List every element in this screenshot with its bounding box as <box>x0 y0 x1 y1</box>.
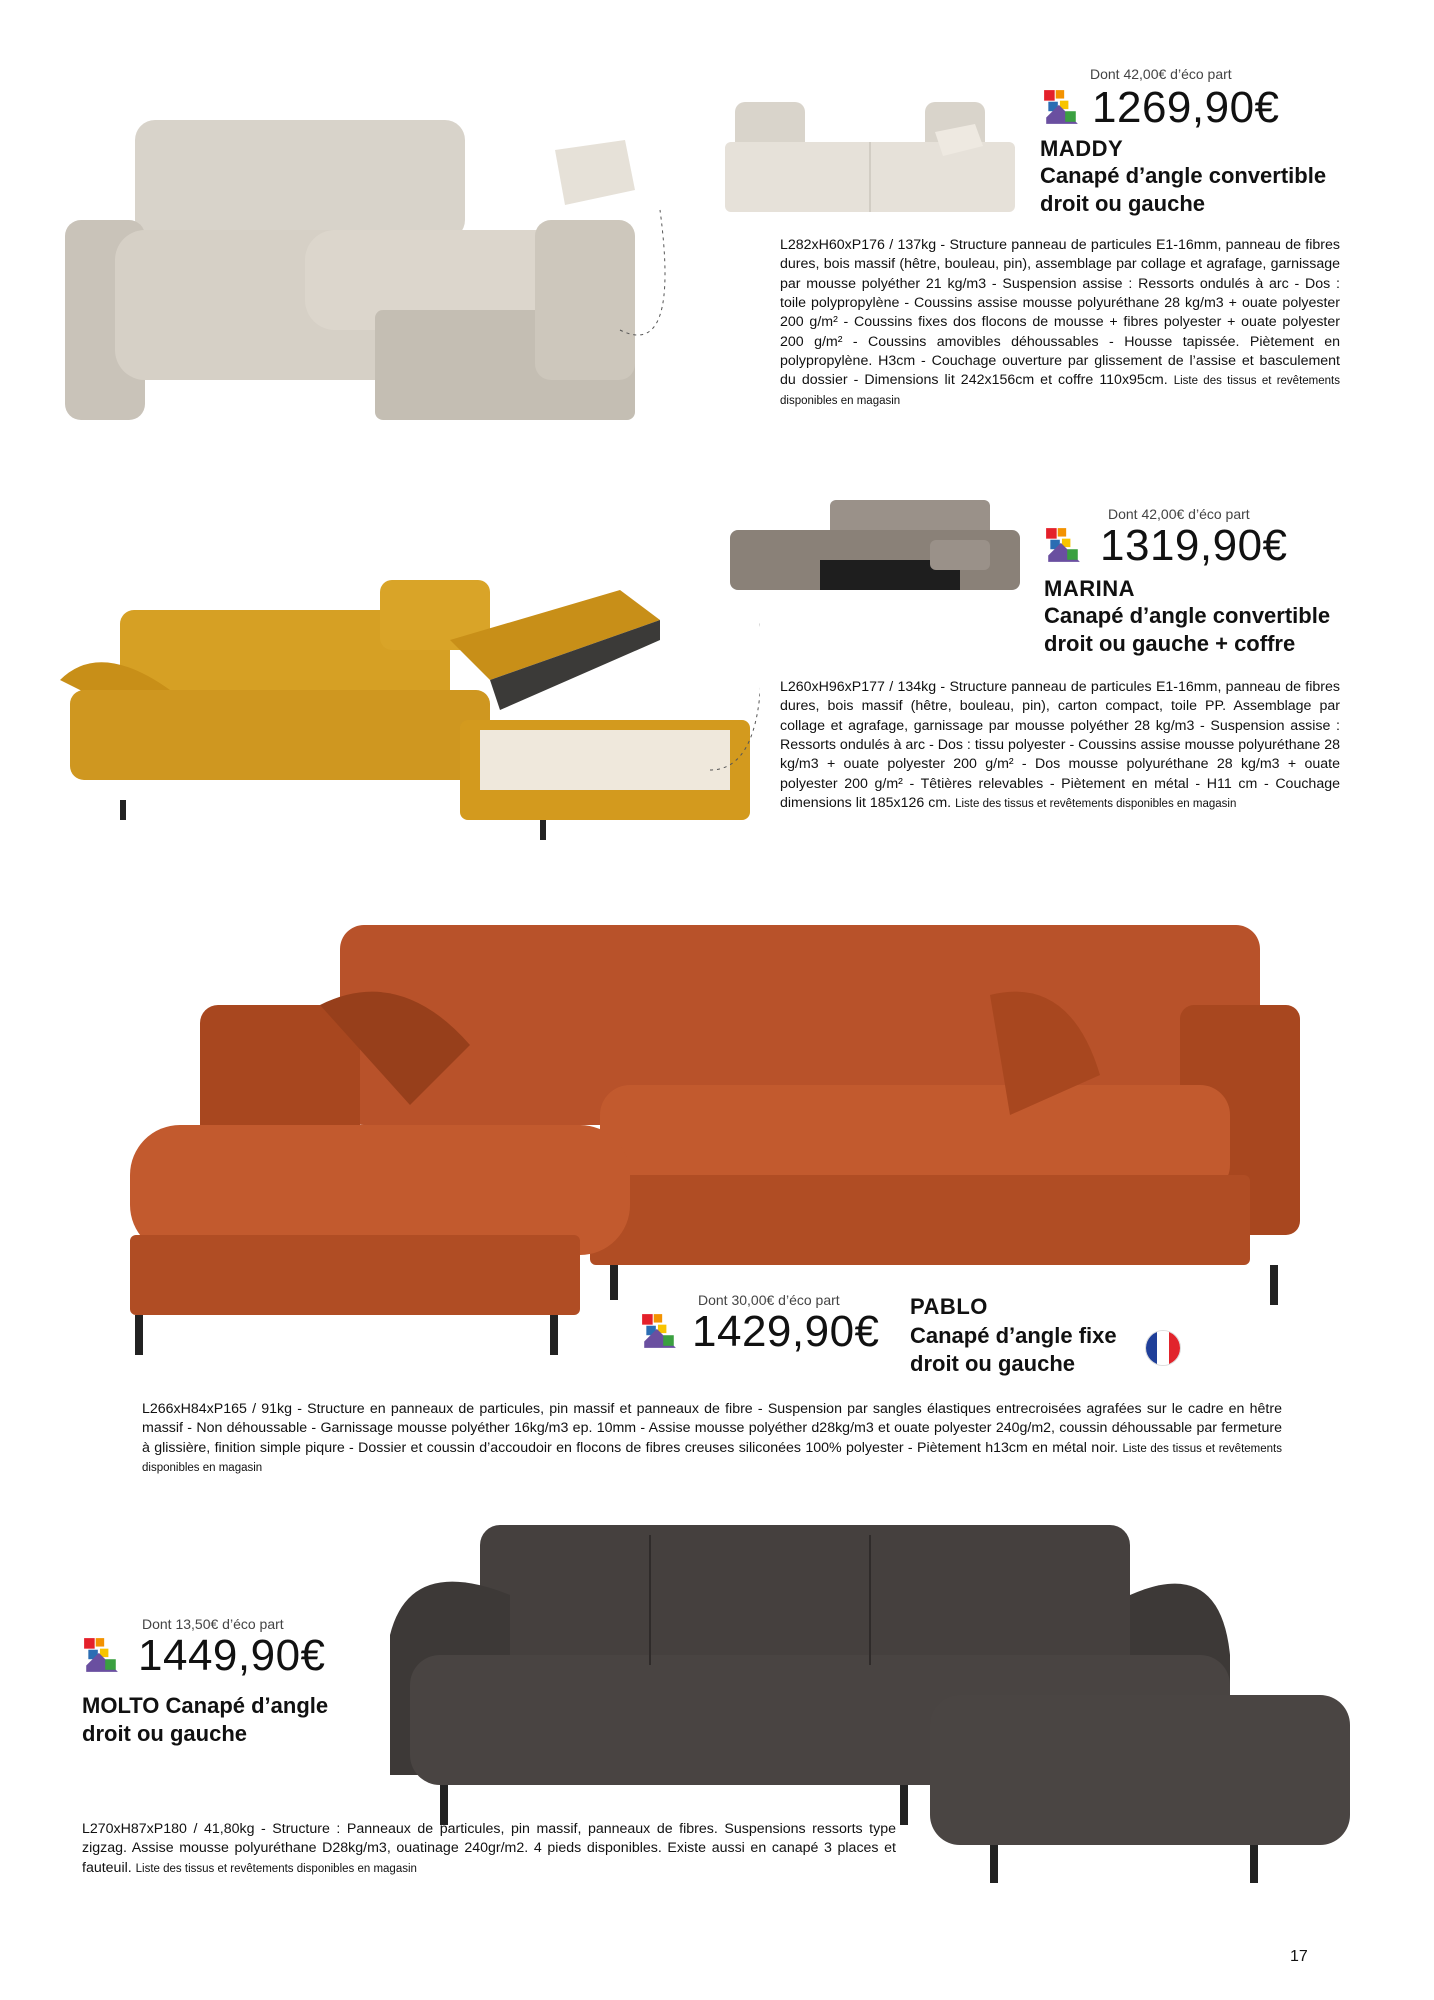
eco-part: Dont 42,00€ d’éco part <box>1090 66 1232 82</box>
product-name: MOLTO <box>82 1693 160 1718</box>
price: 1319,90€ <box>1100 521 1288 570</box>
product-name: PABLO <box>910 1294 988 1319</box>
price: 1429,90€ <box>692 1307 880 1356</box>
product-subtitle <box>82 1692 328 1747</box>
subtitle-line: droit ou gauche <box>1040 190 1205 216</box>
eco-part: Dont 30,00€ d’éco part <box>698 1292 840 1308</box>
fabric-note: Liste des tissus et revêtements disponibles en magasin <box>135 1862 417 1875</box>
fabric-note: Liste des tissus et revêtements disponibles en magasin <box>780 375 1340 407</box>
price: 1449,90€ <box>138 1631 326 1680</box>
subtitle-line: Canapé d’angle convertible <box>1040 163 1327 188</box>
subtitle-line <box>82 1692 328 1720</box>
product-description <box>780 678 1340 813</box>
description-text: L282xH60xP176 / 137kg - Structure panneau de particules E1-16mm, panneau de fibres dures, bois massif (hêtre, bouleau, pin), assemblage par collage et agrafage, garnissage par mousse polyéther 21 kg/m3 - Suspension assise : Ressorts ondulés à arc - Dos : toile polypropylène - Coussins assise mousse polyuréthane 28 kg/m3 + ouate polyester 200 g/m² - Coussins fixes dos flocons de mousse + fibres polyester + ouate polyester 200 g/m² - Coussins amovibles déhoussables - Housse tapissée. Piètement en polypropylène. H3cm - Couchage ouverture par glissement de l’assise et basculement du dossier - Dimensions lit 242x156cm et coffre 110x95cm. <box>780 237 1340 389</box>
subtitle-text: Canapé d’angle <box>165 1693 329 1718</box>
maddy-bed-thumbnail <box>725 92 1025 222</box>
maddy-sofa-image <box>55 110 725 430</box>
description-text: L270xH87xP180 / 41,80kg - Structure : Panneaux de particules, pin massif, panneaux de fibres. Suspensions ressorts type zigzag. Assise mousse polyuréthane D28kg/m3, ouatinage 240gr/m2. 4 pieds disponibles. Existe aussi en canapé 3 places et fauteuil. <box>82 1821 896 1876</box>
subtitle-line: droit ou gauche + coffre <box>1044 630 1296 656</box>
pablo-sofa-image <box>120 915 1300 1355</box>
product-name: MARINA <box>1044 576 1135 601</box>
page-number: 17 <box>1290 1948 1308 1965</box>
description-text: L266xH84xP165 / 91kg - Structure en panneaux de particules, pin massif et panneaux de fibre - Suspension par sangles élastiques entrecroisées agrafées sur le cadre en hêtre massif - Non déhoussable - Garnissage mousse polyéther 16kg/m3 ep. 10mm - Assise mousse polyéther d28kg/m3 et ouate polyester 240g/m2, coussin déhoussable par fermeture à glissière, finition simple piqure - Dossier et coussin d’accoudoir en flocons de fibres creuses siliconées 100% polyester - Piètement h13cm en métal noir. <box>142 1401 1282 1456</box>
marina-sofa-image <box>60 560 760 850</box>
product-description <box>82 1820 896 1878</box>
product-name: MADDY <box>1040 136 1124 161</box>
brand-logo-icon <box>1044 526 1082 564</box>
product-description <box>142 1400 1282 1477</box>
fabric-note: Liste des tissus et revêtements disponibles en magasin <box>955 797 1237 810</box>
product-subtitle <box>910 1322 1117 1377</box>
subtitle-line: Canapé d’angle convertible <box>1044 603 1331 628</box>
subtitle-line: Canapé d’angle fixe <box>910 1323 1117 1348</box>
france-flag-icon <box>1145 1330 1181 1366</box>
subtitle-line: droit ou gauche <box>82 1720 247 1746</box>
subtitle-line: droit ou gauche <box>910 1350 1075 1376</box>
product-description <box>780 236 1340 410</box>
product-subtitle <box>1044 602 1330 657</box>
brand-logo-icon <box>82 1636 120 1674</box>
description-text: L260xH96xP177 / 134kg - Structure panneau de particules E1-16mm, panneau de fibres dures, bois massif (hêtre, bouleau, pin), carton compact, toile PP. Assemblage par collage et agrafage, garnissage par mousse polyéther 28 kg/m3 - Suspension assise : Ressorts ondulés à arc - Dos : tissu polyester - Coussins assise mousse polyuréthane 28 kg/m3 + ouate polyester 200 g/m² - Dos mousse polyuréthane 28 kg/m3 + ouate polyester 200 g/m² - Têtières relevables - Piètement en métal - H11 cm - Couchage dimensions lit 185x126 cm. <box>780 679 1340 811</box>
eco-part: Dont 13,50€ d’éco part <box>142 1616 284 1632</box>
fabric-note: Liste des tissus et revêtements disponibles en magasin <box>142 1442 1282 1474</box>
marina-bed-thumbnail <box>730 500 1020 620</box>
brand-logo-icon <box>640 1312 678 1350</box>
product-subtitle <box>1040 162 1326 217</box>
brand-logo-icon <box>1042 88 1080 126</box>
eco-part: Dont 42,00€ d’éco part <box>1108 506 1250 522</box>
price: 1269,90€ <box>1092 83 1280 132</box>
